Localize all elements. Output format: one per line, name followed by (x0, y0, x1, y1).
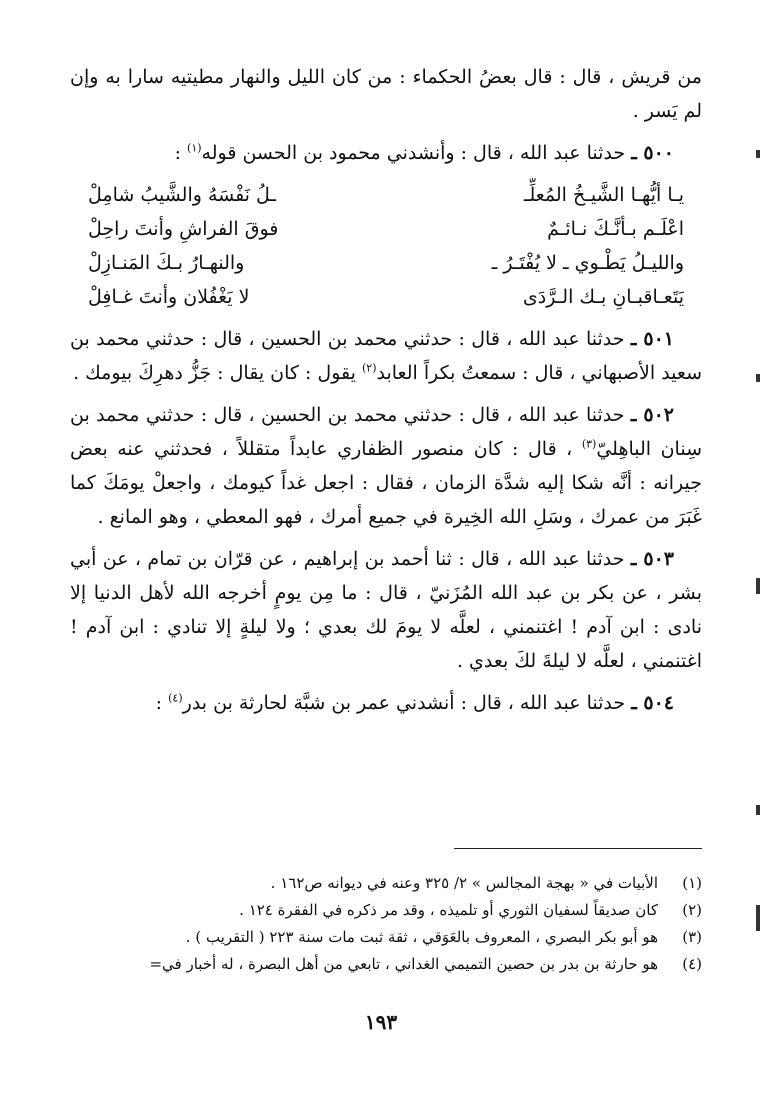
footnotes (70, 870, 702, 978)
verse-line (70, 178, 702, 212)
section-tail: : (155, 692, 169, 714)
footnote-text: هو أبو بكر البصري ، المعروف بالعَوَقي ، ثقة ثبت مات سنة ٢٢٣ ( التقريب ) . (185, 928, 658, 946)
footnote-number: (٤) (682, 955, 702, 973)
section-text: حدثنا عبد الله ، قال : ثنا أحمد بن إبراهيم ، عن قرّان بن تمام ، عن أبي بشر ، عن بكر بن عبد الله المُزَنيّ ، قال : ما مِن يومٍ أخرجه الله لأهل الدنيا إلا نادى : ابن آدم ! اغتنمني ، لعلَّه لا يومَ لك بعدي ؛ ولا ليلةٍ إلا تنادي : ابن آدم ! اغتنمني ، لعلَّه لا ليلةَ لكَ بعدي . (70, 548, 702, 672)
scan-edge-mark (756, 374, 760, 382)
section-tail: : (174, 142, 188, 164)
poem (70, 178, 702, 314)
scan-edge-mark (756, 578, 760, 594)
footnote-ref: (٤) (168, 691, 183, 705)
section-number: ٥٠٣ ـ (630, 548, 674, 570)
section-504 (70, 686, 702, 720)
intro-paragraph: من قريش ، قال : قال بعضُ الحكماء : من كان الليل والنهار مطيتيه سارا به وإن لم يَسر . (70, 66, 702, 122)
verse-second-hemistich: ـلُ نَفْسَهُ والشَّيبُ شامِلْ (88, 184, 276, 206)
section-503 (70, 542, 702, 678)
verse-second-hemistich: والنهـارُ بـكَ المَنـازِلْ (88, 252, 245, 274)
section-502 (70, 398, 702, 534)
footnote-number: (٣) (682, 928, 702, 946)
footnote-ref: (١) (187, 141, 202, 155)
footnote-number: (١) (682, 874, 702, 892)
footnote-divider (454, 848, 702, 849)
scan-edge-mark (756, 905, 760, 931)
section-text: حدثنا عبد الله ، قال : حدثني محمد بن الحسين ، قال : حدثني محمد بن سِنان الباهِليّ (70, 404, 702, 460)
section-text-continued: يقول : كان يقال : جَزُّ دهرِكَ بيومك . (73, 362, 362, 384)
footnote-ref: (٣) (581, 437, 597, 451)
verse-line (70, 280, 702, 314)
verse-first-hemistich: والليـلُ يَطْـوي ـ لا يُفْتَـرُ ـ (491, 252, 684, 274)
page-number: ١٩٣ (364, 1010, 398, 1034)
section-text: حدثنا عبد الله ، قال : وأنشدني محمود بن الحسن قوله (201, 142, 626, 164)
footnote-text: كان صديقاً لسفيان الثوري أو تلميذه ، وقد مر ذكره في الفقرة ١٢٤ . (239, 901, 658, 919)
section-number: ٥٠٤ ـ (631, 692, 674, 714)
section-text: حدثنا عبد الله ، قال : أنشدني عمر بن شبَّة لحارثة بن بدر (182, 692, 626, 714)
footnote (70, 951, 702, 978)
footnote (70, 870, 702, 897)
main-text (70, 60, 702, 728)
footnote-text: هو حارثة بن بدر بن حصين التميمي الغداني ، تابعي من أهل البصرة ، له أخبار في= (149, 955, 658, 973)
scan-edge-mark (756, 150, 760, 158)
verse-line (70, 212, 702, 246)
scan-edge-mark (756, 805, 760, 815)
footnote-ref: (٢) (361, 361, 377, 375)
section-500 (70, 136, 702, 170)
footnote (70, 924, 702, 951)
section-number: ٥٠٠ ـ (631, 142, 674, 164)
section-text-continued: ، قال : كان منصور الظفاري عابداً متقللاً ، فحدثني عنه بعض جيرانه : أنَّه شكا إليه شدَّة الزمان ، فقال : اجعل غداً كيومك ، واجعلْ يومَكَ كما غَبَرَ من عمرك ، وسَلِ الله الخِيرة في جميع أمرك ، فهو المعطي ، وهو المانع . (70, 438, 702, 528)
verse-second-hemistich: لا يَغْفُلان وأنتَ غـافِلْ (88, 286, 250, 308)
verse-second-hemistich: فوقَ الفراشِ وأنتَ راحِلْ (88, 218, 279, 240)
section-text: حدثنا عبد الله ، قال : حدثني محمد بن الحسين ، قال : حدثني محمد بن سعيد الأصبهاني ، قال : سمعتُ بكراً العابد (70, 328, 702, 384)
footnote-text: الأبيات في « بهجة المجالس » ٢/ ٣٢٥ وعنه في ديوانه ص١٦٢ . (270, 874, 658, 892)
section-number: ٥٠٢ ـ (630, 404, 674, 426)
verse-first-hemistich: يَتَعـاقبـانِ بـك الـرَّدَى (522, 286, 684, 308)
verse-first-hemistich: اعْلَـم بـأنَّـكَ نـائـمٌ (547, 218, 684, 240)
verse-first-hemistich: يـا أيُّهـا الشَّيـخُ المُعلِّـ (523, 184, 684, 206)
footnote-number: (٢) (682, 901, 702, 919)
verse-line (70, 246, 702, 280)
footnote (70, 897, 702, 924)
section-number: ٥٠١ ـ (630, 328, 674, 350)
section-501 (70, 322, 702, 390)
